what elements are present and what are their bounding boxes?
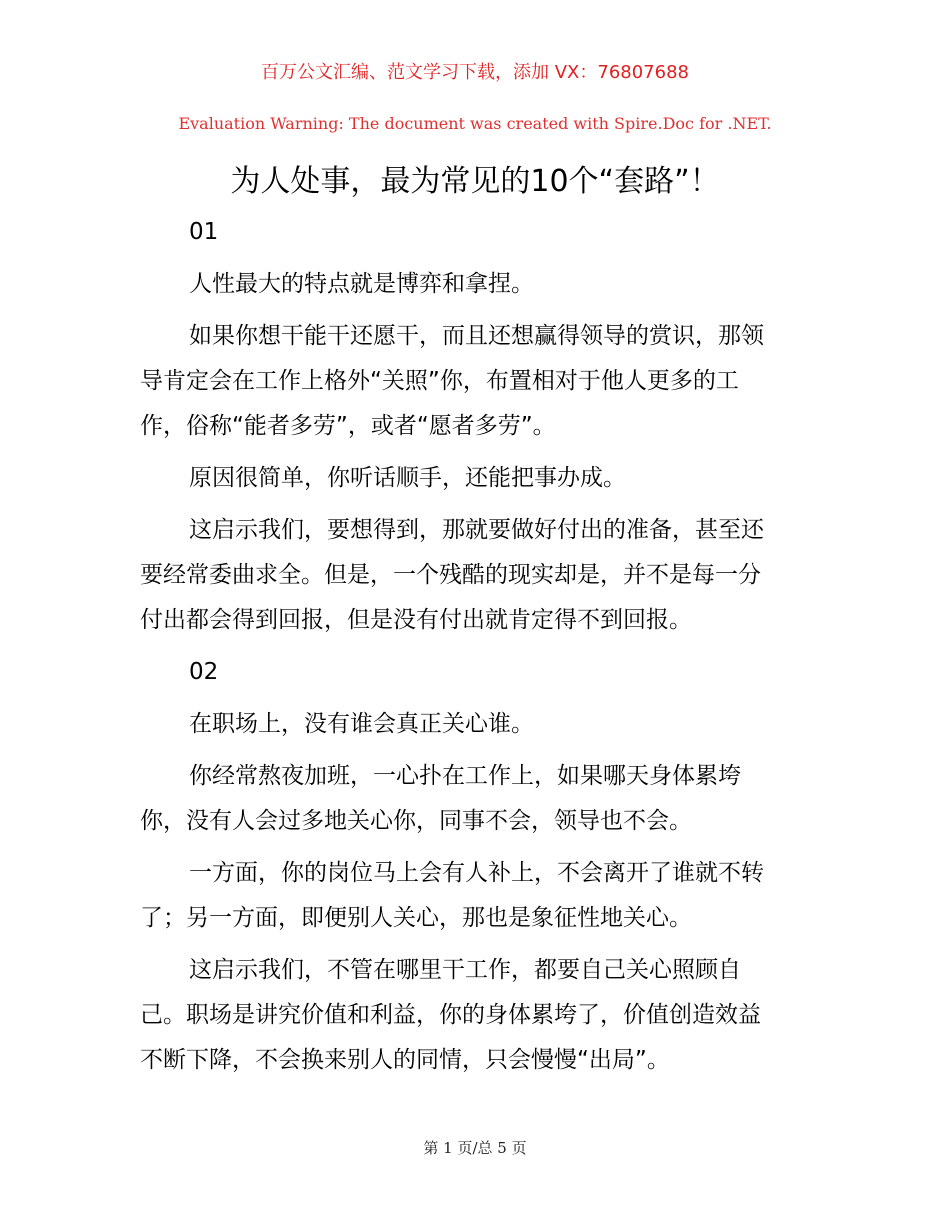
paragraph-line: 01	[189, 219, 219, 245]
paragraph-line: 你，没有人会过多地关心你，同事不会，领导也不会。	[140, 808, 692, 834]
paragraph	[140, 314, 815, 449]
paragraph-line: 如果你想干能干还愿干，而且还想赢得领导的赏识，那领	[189, 323, 764, 349]
paragraph	[140, 508, 815, 643]
paragraph-line: 了；另一方面，即便别人关心，那也是象征性地关心。	[140, 905, 692, 931]
paragraph-line: 己。职场是讲究价值和利益，你的身体累垮了，价值创造效益	[140, 1002, 761, 1028]
paragraph-line: 这启示我们，不管在哪里干工作，都要自己关心照顾自	[189, 957, 741, 983]
paragraph	[140, 210, 815, 255]
paragraph	[140, 262, 815, 307]
paragraph-line: 你经常熬夜加班，一心扑在工作上，如果哪天身体累垮	[189, 763, 741, 789]
paragraph	[140, 456, 815, 501]
paragraph	[140, 948, 815, 1083]
paragraph	[140, 851, 815, 941]
paragraph-line: 02	[189, 659, 219, 685]
paragraph	[140, 754, 815, 844]
paragraph	[140, 650, 815, 695]
paragraph-line: 原因很简单，你听话顺手，还能把事办成。	[189, 465, 626, 491]
paragraph-line: 要经常委曲求全。但是，一个残酷的现实却是，并不是每一分	[140, 562, 761, 588]
paragraph-line: 在职场上，没有谁会真正关心谁。	[189, 711, 534, 737]
paragraph-line: 导肯定会在工作上格外“关照”你，布置相对于他人更多的工	[140, 368, 739, 394]
paragraph-line: 一方面，你的岗位马上会有人补上，不会离开了谁就不转	[189, 860, 764, 886]
document-title: 为人处事，最为常见的10个“套路”！	[230, 164, 720, 199]
document-body	[140, 210, 815, 1090]
paragraph-line: 这启示我们，要想得到，那就要做好付出的准备，甚至还	[189, 517, 764, 543]
paragraph-line: 作，俗称“能者多劳”，或者“愿者多劳”。	[140, 413, 556, 439]
evaluation-warning: Evaluation Warning: The document was created with Spire.Doc for .NET.	[178, 114, 772, 133]
paragraph	[140, 702, 815, 747]
paragraph-line: 付出都会得到回报，但是没有付出就肯定得不到回报。	[140, 607, 692, 633]
page-indicator: 第 1 页/总 5 页	[423, 1139, 527, 1157]
promo-header: 百万公文汇编、范文学习下载，添加 VX：76807688	[261, 62, 689, 83]
paragraph-line: 不断下降，不会换来别人的同情，只会慢慢“出局”。	[140, 1047, 670, 1073]
paragraph-line: 人性最大的特点就是博弈和拿捏。	[189, 271, 534, 297]
